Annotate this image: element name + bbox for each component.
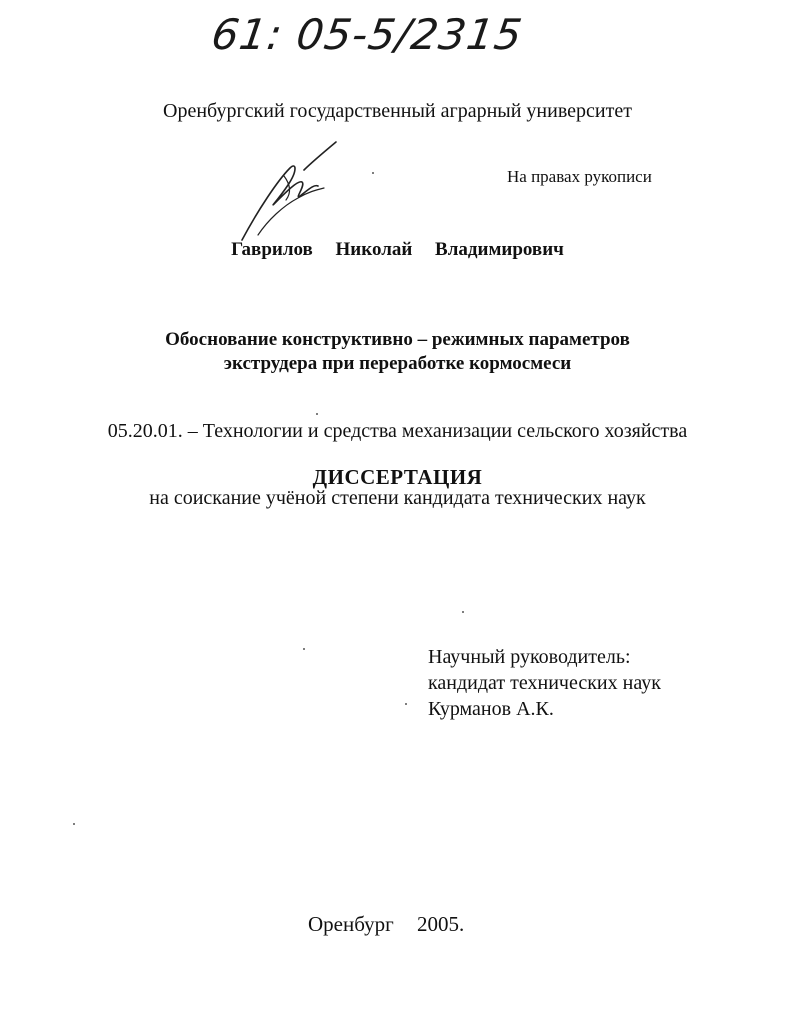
specialty-code: 05.20.01. – Технологии и средства механизации сельского хозяйства	[107, 420, 688, 442]
supervisor-degree: кандидат технических наук	[428, 672, 661, 694]
thesis-title-line-2: экструдера при переработке кормосмеси	[223, 353, 572, 374]
scan-speck	[303, 648, 305, 650]
year: 2005.	[416, 912, 465, 936]
place-and-year	[308, 912, 464, 937]
handwritten-archive-number-text: 61: 05-5/2315	[208, 10, 526, 59]
city: Оренбург	[308, 912, 394, 936]
scan-speck	[405, 703, 407, 705]
author-name: Гаврилов Николай Владимирович	[231, 239, 564, 260]
scan-speck	[372, 172, 374, 174]
signature-icon	[228, 140, 358, 250]
degree-description: на соискание учёной степени кандидата технических наук	[149, 487, 646, 509]
supervisor-name: Курманов А.К.	[428, 698, 554, 720]
supervisor-role: Научный руководитель:	[428, 646, 631, 668]
scan-speck	[316, 413, 318, 415]
scan-speck	[462, 611, 464, 613]
scan-speck	[73, 823, 75, 825]
university-name: Оренбургский государственный аграрный университет	[163, 100, 632, 122]
document-type-heading: ДИССЕРТАЦИЯ	[312, 465, 483, 489]
thesis-title-line-1: Обоснование конструктивно – режимных параметров	[165, 329, 630, 350]
handwritten-archive-number	[208, 10, 526, 80]
manuscript-rights-note: На правах рукописи	[507, 167, 652, 186]
supervisor-block	[428, 644, 661, 722]
